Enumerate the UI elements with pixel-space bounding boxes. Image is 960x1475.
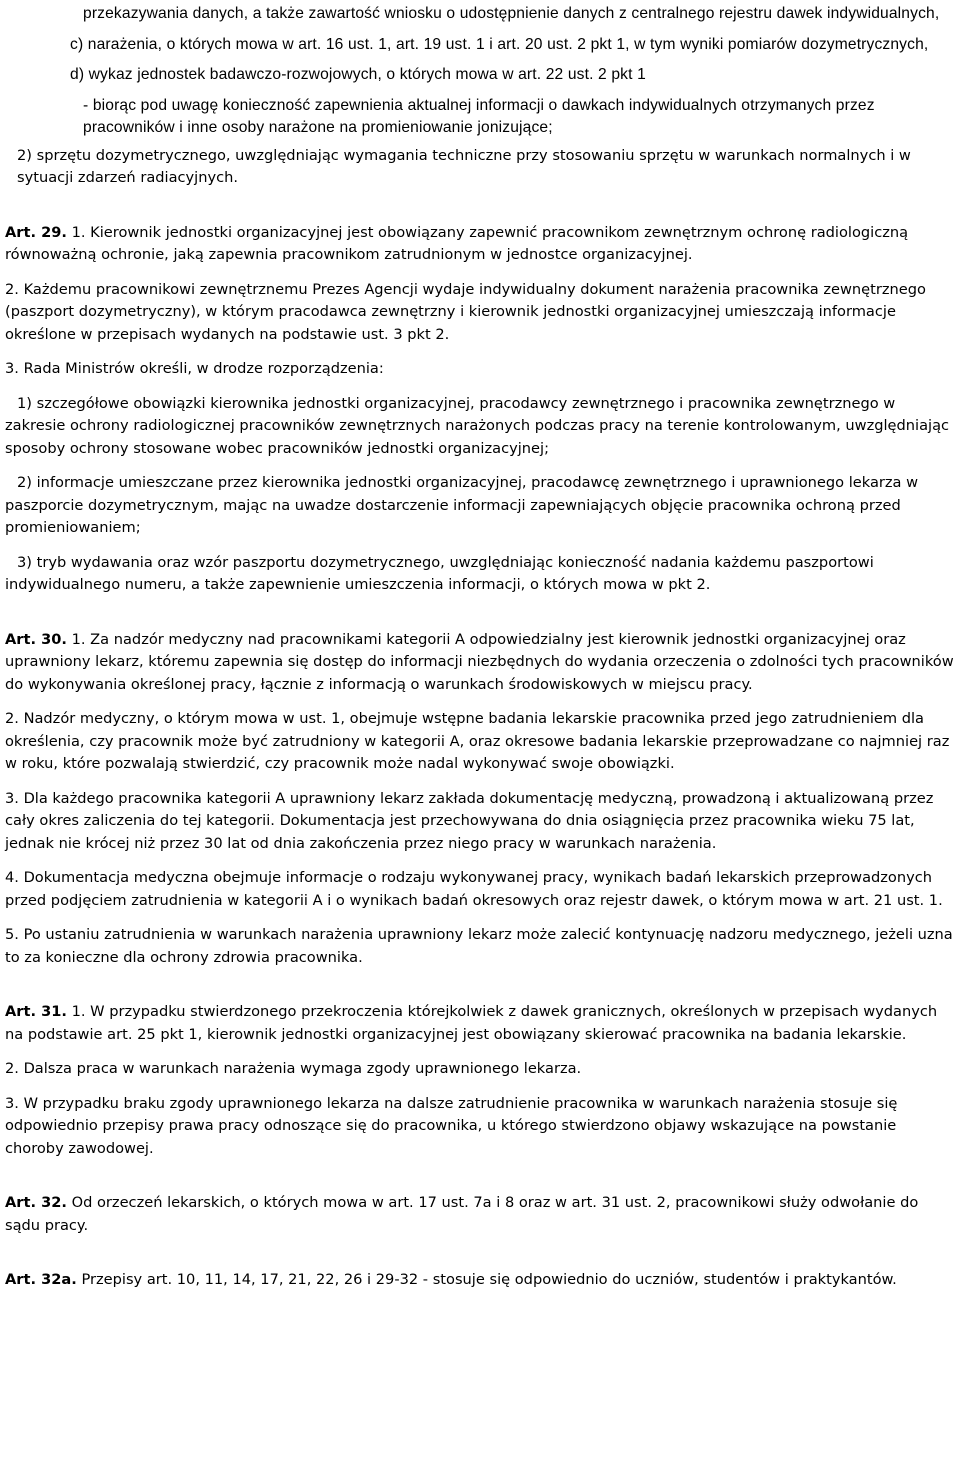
paragraph-b15	[5, 867, 957, 912]
paragraph-b8	[5, 358, 957, 381]
paragraph-b4	[5, 95, 957, 140]
paragraph-text: 1. W przypadku stwierdzonego przekroczenia którejkolwiek z dawek granicznych, określonych w przepisach wydanych na podstawie art. 25 pkt 1, kierownik jednostki organizacyjnej jest obowiązany skierować pracownika na badania lekarskie.	[5, 1003, 938, 1043]
paragraph-text: 1. Kierownik jednostki organizacyjnej jest obowiązany zapewnić pracownikom zewnętrznym ochronę radiologiczną równoważną ochronie, jaką zapewnia pracownikom zatrudnionym w jednostce organizacyjnej.	[5, 223, 909, 263]
paragraph-text: Od orzeczeń lekarskich, o których mowa w art. 17 ust. 7a i 8 oraz w art. 31 ust. 2, pracownikowi służy odwołanie do sądu pracy.	[5, 1194, 919, 1234]
paragraph-b19	[5, 1093, 957, 1161]
paragraph-b14	[5, 788, 957, 856]
paragraph-b16	[5, 924, 957, 969]
paragraph-text: 4. Dokumentacja medyczna obejmuje informacje o rodzaju wykonywanej pracy, wynikach badań lekarskich przeprowadzonych przed podjęciem zatrudnienia w kategorii A i o wynikach badań okresowych oraz rejestr dawek, o którym mowa w art. 21 ust. 1.	[5, 869, 943, 909]
paragraph-text: 2. Dalsza praca w warunkach narażenia wymaga zgody uprawnionego lekarza.	[5, 1060, 582, 1077]
paragraph-text: c) narażenia, o których mowa w art. 16 ust. 1, art. 19 ust. 1 i art. 20 ust. 2 pkt 1, w tym wyniki pomiarów dozymetrycznych,	[70, 35, 929, 53]
paragraph-text: Przepisy art. 10, 11, 14, 17, 21, 22, 26 i 29-32 - stosuje się odpowiednio do uczniów, studentów i praktykantów.	[81, 1271, 897, 1288]
paragraph-text: 3) tryb wydawania oraz wzór paszportu dozymetrycznego, uwzględniając konieczność nadania każdemu paszportowi indywidualnego numeru, a także zapewnienie umieszczenia informacji, o których mowa w pkt 2.	[5, 553, 874, 593]
article-heading: Art. 29.	[5, 223, 67, 241]
paragraph-text: 3. W przypadku braku zgody uprawnionego lekarza na dalsze zatrudnienie pracownika w warunkach narażenia stosuje się odpowiednio przepisy prawa pracy odnoszące się do pracownika, u którego stwierdzono objawy wskazujące na powstanie choroby zawodowej.	[5, 1094, 898, 1157]
paragraph-b10	[5, 472, 957, 540]
paragraph-b7	[5, 279, 957, 347]
paragraph-text: przekazywania danych, a także zawartość wniosku o udostępnienie danych z centralnego rejestru dawek indywidualnych,	[83, 5, 940, 22]
paragraph-b11	[5, 552, 957, 597]
paragraph-text: 1. Za nadzór medyczny nad pracownikami kategorii A odpowiedzialny jest kierownik jednostki organizacyjnej oraz uprawniony lekarz, któremu zapewnia się dostęp do informacji niezbędnych do wydania orzeczenia o zdolności tych pracowników do wykonywania określonej pracy, łącznie z informacją o warunkach środowiskowych w miejscu pracy.	[5, 630, 954, 693]
article-heading: Art. 32.	[5, 1194, 67, 1211]
paragraph-text: 2. Nadzór medyczny, o którym mowa w ust. 1, obejmuje wstępne badania lekarskie pracownika przed jego zatrudnieniem dla określenia, czy pracownik może być zatrudniony w kategorii A, oraz okresowe badania lekarskie przeprowadzane co najmniej raz w roku, które pozwalają stwierdzić, czy pracownik może nadal wykonywać swoje obowiązki.	[5, 710, 950, 772]
paragraph-b2	[5, 34, 957, 57]
paragraph-text: 2. Każdemu pracownikowi zewnętrznemu Prezes Agencji wydaje indywidualny dokument narażenia pracownika zewnętrznego (paszport dozymetryczny), w którym pracodawca zewnętrzny i kierownik jednostki organizacyjnej umieszczają informacje określone w przepisach wydanych na podstawie ust. 3 pkt 2.	[5, 280, 926, 343]
paragraph-b5	[5, 145, 957, 190]
paragraph-b13	[5, 708, 957, 776]
article-heading: Art. 31.	[5, 1003, 67, 1020]
paragraph-b9	[5, 393, 957, 461]
paragraph-text: 2) sprzętu dozymetrycznego, uwzględniając wymagania techniczne przy stosowaniu sprzętu w warunkach normalnych i w sytuacji zdarzeń radiacyjnych.	[17, 146, 911, 186]
article-heading: Art. 30.	[5, 630, 67, 648]
paragraph-text: 3. Dla każdego pracownika kategorii A uprawniony lekarz zakłada dokumentację medyczną, prowadzoną i aktualizowaną przez cały okres zaliczenia do tej kategorii. Dokumentacja jest przechowywana do dnia osiągnięcia przez pracownika wieku 75 lat, jednak nie krócej niż przez 30 lat od dnia zakończenia przez niego pracy w warunkach narażenia.	[5, 789, 934, 852]
paragraph-b17	[5, 1001, 957, 1046]
paragraph-b18	[5, 1058, 957, 1081]
article-heading: Art. 32a.	[5, 1271, 77, 1288]
paragraph-text: 2) informacje umieszczane przez kierownika jednostki organizacyjnej, pracodawcę zewnętrznego i uprawnionego lekarza w paszporcie dozymetrycznym, mając na uwadze dostarczenie informacji zapewniających objęcie pracownika ochroną przed promieniowaniem;	[5, 474, 919, 536]
paragraph-text: 3. Rada Ministrów określi, w drodze rozporządzenia:	[5, 360, 384, 377]
paragraph-b12	[5, 629, 957, 697]
paragraph-b20	[5, 1192, 957, 1237]
paragraph-b6	[5, 222, 957, 267]
paragraph-text: - biorąc pod uwagę konieczność zapewnienia aktualnej informacji o dawkach indywidualnych otrzymanych przez pracowników i inne osoby narażone na promieniowanie jonizujące;	[83, 96, 875, 136]
paragraph-text: 5. Po ustaniu zatrudnienia w warunkach narażenia uprawniony lekarz może zalecić kontynuację nadzoru medycznego, jeżeli uzna to za konieczne dla ochrony zdrowia pracownika.	[5, 926, 953, 966]
paragraph-text: 1) szczegółowe obowiązki kierownika jednostki organizacyjnej, pracodawcy zewnętrznego i pracownika zewnętrznego w zakresie ochrony radiologicznej pracowników zewnętrznych narażonych podczas pracy na terenie kontrolowanym, uwzględniając sposoby ochrony stosowane wobec pracowników jednostki organizacyjnej;	[5, 394, 950, 457]
paragraph-text: d) wykaz jednostek badawczo-rozwojowych, o których mowa w art. 22 ust. 2 pkt 1	[70, 66, 646, 83]
paragraph-b1	[5, 3, 957, 26]
paragraph-b3	[5, 64, 957, 87]
paragraph-b21	[5, 1269, 957, 1292]
